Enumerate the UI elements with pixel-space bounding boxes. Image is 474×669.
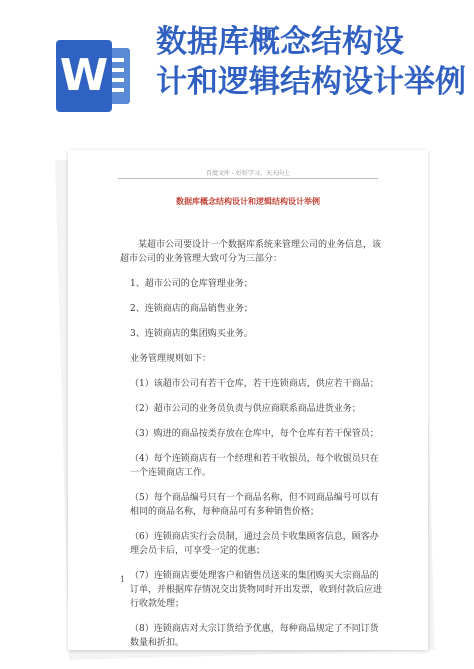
rule-item: （7）连锁商店要处理客户和销售员送来的集团购买大宗商品的订单，并根据库存情况交出货物同时开出发票，收到付款后应进行收款处理； [130,571,383,609]
list-item: 2、连锁商店的商品销售业务； [130,304,253,314]
rule-item: （8）连锁商店对大宗订货给予优惠，每种商品规定了不同订货数量和折扣。 [130,624,379,648]
header-rule [118,178,378,179]
document-body [120,238,382,661]
rule-item: （4）每个连锁商店有一个经理和若干收银员，每个收银员只在一个连锁商店工作。 [130,454,379,478]
page-title-line-2: 计和逻辑结构设计举例 [156,64,466,100]
page-title [156,22,466,102]
rule-item: （5）每个商品编号只有一个商品名称，但不同商品编号可以有相同的商品名称，每种商品可有多种销售价格； [130,493,379,517]
rule-item: （3）购进的商品按类存放在仓库中，每个仓库有若干保管员； [130,429,379,439]
rule-item: （2）超市公司的业务员负责与供应商联系商品进货业务； [130,404,361,414]
header-banner [0,0,474,140]
document-title: 数据库概念结构设计和逻辑结构设计举例 [176,196,320,206]
list-item: 3、连锁商店的集团购买业务。 [130,329,253,339]
paragraph-intro: 某超市公司要设计一个数据库系统来管理公司的业务信息，该超市公司的业务管理大致可分为三部分： [120,240,382,264]
running-header: 百度文库 - 好好学习，天天向上 [206,170,290,177]
page-number: 1 [120,575,126,584]
list-item: 1、超市公司的仓库管理业务； [130,279,253,289]
document-page [68,150,428,650]
rule-item: （6）连锁商店实行会员制，通过会员卡收集顾客信息，顾客办理会员卡后，可享受一定的优惠； [130,532,379,556]
word-icon-badge: W [56,40,112,112]
page-title-line-1: 数据库概念结构设 [156,24,404,60]
word-document-icon [56,40,134,112]
paragraph-rules-heading: 业务管理规则如下： [130,354,212,364]
rule-item: （1）该超市公司有若干仓库，若干连锁商店，供应若干商品； [130,379,379,389]
